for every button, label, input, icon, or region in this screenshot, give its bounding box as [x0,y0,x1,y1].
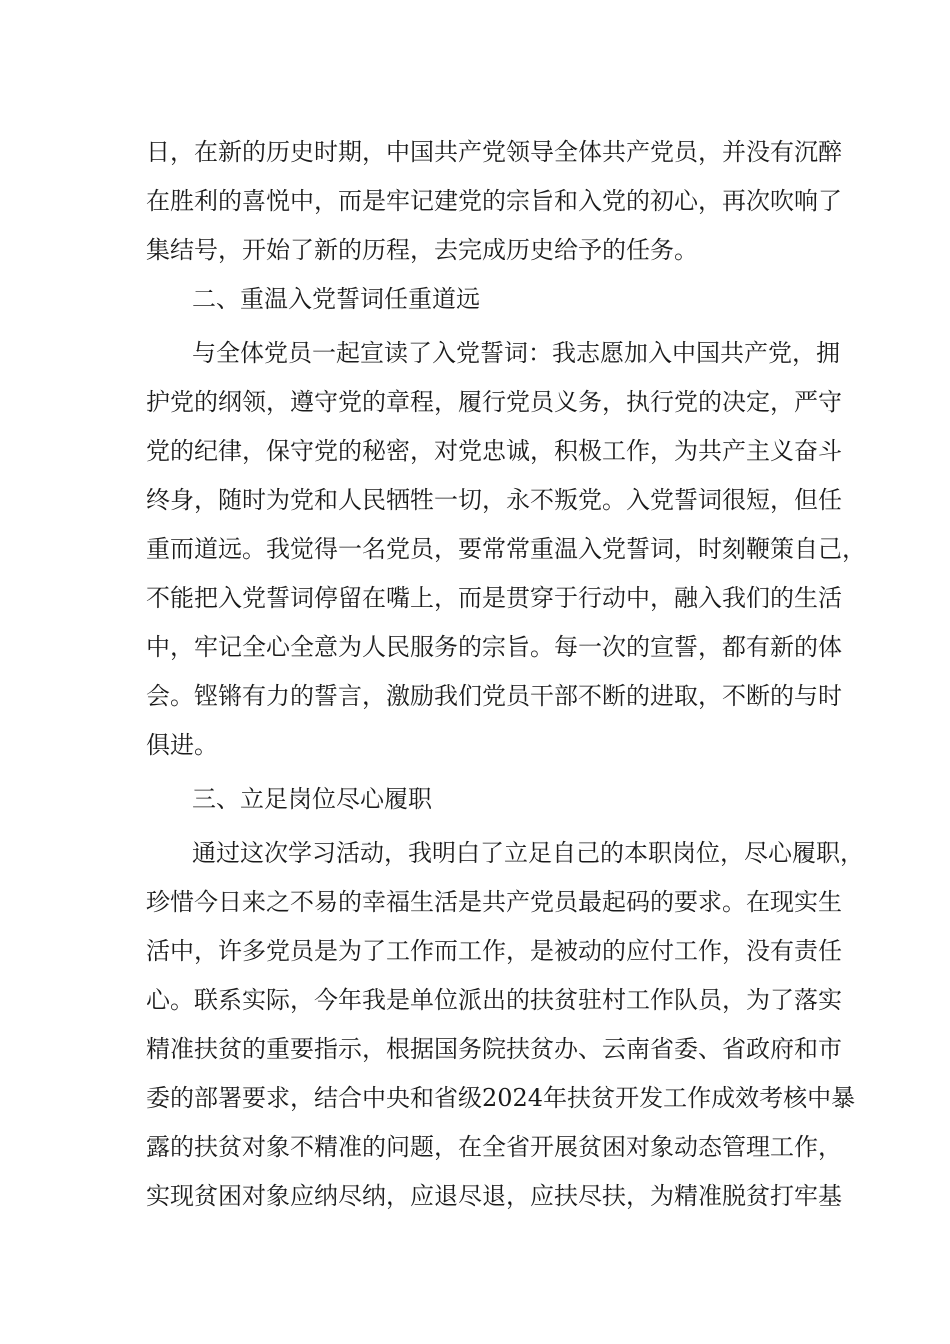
body-line: 护党的纲领，遵守党的章程，履行党员义务，执行党的决定，严守 [146,388,842,416]
body-line: 在胜利的喜悦中，而是牢记建党的宗旨和入党的初心，再次吹响了 [146,187,842,215]
body-line: 委的部署要求，结合中央和省级2024年扶贫开发工作成效考核中暴 [146,1084,856,1112]
body-line: 会。铿锵有力的誓言，激励我们党员干部不断的进取，不断的与时 [146,682,842,710]
body-line: 实现贫困对象应纳尽纳，应退尽退，应扶尽扶，为精准脱贫打牢基 [146,1182,842,1210]
body-line: 中，牢记全心全意为人民服务的宗旨。每一次的宣誓，都有新的体 [146,633,842,661]
body-line: 精准扶贫的重要指示，根据国务院扶贫办、云南省委、省政府和市 [146,1035,842,1063]
body-line: 心。联系实际，今年我是单位派出的扶贫驻村工作队员，为了落实 [146,986,842,1014]
body-line: 与全体党员一起宣读了入党誓词：我志愿加入中国共产党，拥 [192,339,840,367]
body-line: 集结号，开始了新的历程，去完成历史给予的任务。 [146,236,698,264]
body-line: 终身，随时为党和人民牺牲一切，永不叛党。入党誓词很短，但任 [146,486,842,514]
body-line: 不能把入党誓词停留在嘴上，而是贯穿于行动中，融入我们的生活 [146,584,842,612]
body-line: 活中，许多党员是为了工作而工作，是被动的应付工作，没有责任 [146,937,842,965]
body-line: 俱进。 [146,731,218,759]
body-line: 重而道远。我觉得一名党员，要常常重温入党誓词，时刻鞭策自己， [146,535,866,563]
body-line: 珍惜今日来之不易的幸福生活是共产党员最起码的要求。在现实生 [146,888,842,916]
body-line: 通过这次学习活动，我明白了立足自己的本职岗位，尽心履职， [192,839,864,867]
body-line: 党的纪律，保守党的秘密，对党忠诚，积极工作，为共产主义奋斗 [146,437,842,465]
body-line: 日，在新的历史时期，中国共产党领导全体共产党员，并没有沉醉 [146,138,842,166]
section-heading: 三、立足岗位尽心履职 [192,785,432,813]
body-line: 露的扶贫对象不精准的问题，在全省开展贫困对象动态管理工作， [146,1133,842,1161]
section-heading: 二、重温入党誓词任重道远 [192,285,480,313]
